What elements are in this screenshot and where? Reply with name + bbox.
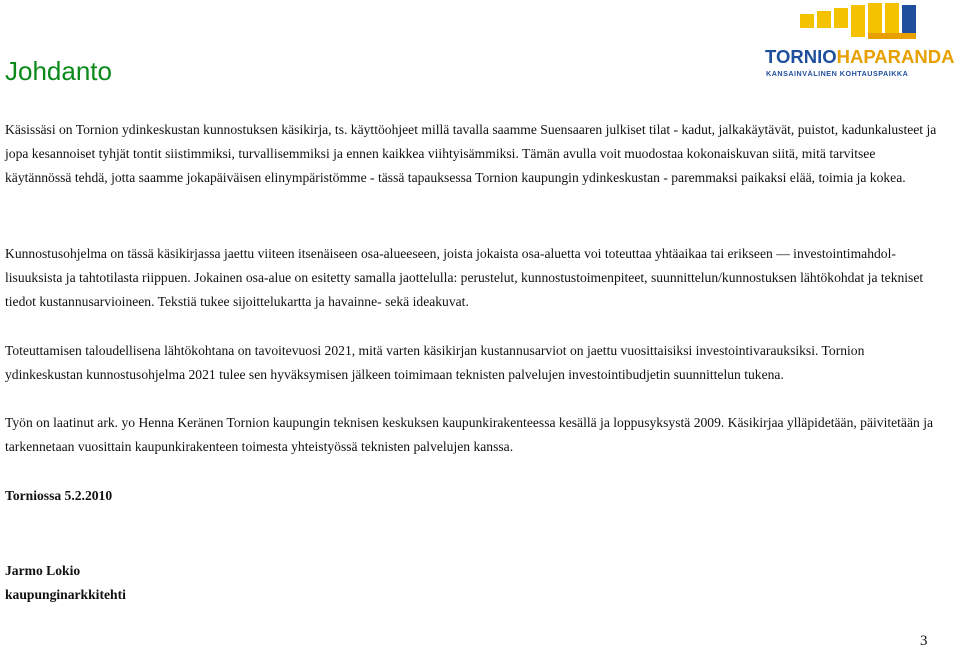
page-title: Johdanto — [5, 56, 112, 86]
paragraph-program: Kunnostusohjelma on tässä käsikirjassa jaettu viiteen itsenäiseen osa-alueeseen, joista jokaista osa-aluetta voi toteuttaa yhtäaikaa tai erikseen — investointimahdol-lisuuksista ja tahtotilasta riippuen. Jokainen osa-alue on esitetty samalla jaottelulla: perustelut, kunnostustoimenpiteet, suunnittelun/kunnostuksen lähtökohdat ja tekniset tiedot kustannusarvioineen. Tekstiä tukee sijoittelukartta ja havainne- sekä ideakuvat. — [5, 246, 924, 310]
signature-name: Jarmo Lokio — [5, 563, 81, 578]
paragraph-budget: Toteuttamisen taloudellisena lähtökohtana on tavoitevuosi 2021, mitä varten käsikirjan kustannusarviot on jaettu vuosittaisiksi investointivarauksiksi. Tornion ydinkeskustan kunnostusohjelma 2021 tulee sen hyväksymisen jälkeen toimimaan teknisten palvelujen investointibudjetin suunnittelun tukena. — [5, 343, 865, 383]
tornio-haparanda-logo — [760, 0, 960, 82]
svg-text:TORNIOHAPARANDA — [765, 46, 954, 67]
logo-bars-icon — [800, 3, 916, 39]
date-line: Torniossa 5.2.2010 — [5, 488, 113, 503]
paragraph-intro: Käsissäsi on Tornion ydinkeskustan kunnostuksen käsikirja, ts. käyttöohjeet millä tavalla saamme Suensaaren julkiset tilat - kadut, jalkakäytävät, puistot, kadunkalusteet ja jopa kesannoiset tyhjät tontit siistimmiksi, turvallisemmiksi ja ennen kaikkea viihtyisämmiksi. Tämän avulla voit muodostaa kokonaiskuvan siitä, mitä tarvitsee käytännössä tehdä, jotta saamme jokapäiväisen elinympäristömme - tässä tapauksessa Tornion kaupungin ydinkeskustan - paremmaksi paikaksi elää, toimia ja kokea. — [5, 122, 937, 186]
page-number: 3 — [920, 633, 928, 649]
logo-brand-part1: TORNIO — [765, 46, 837, 67]
signature-title: kaupunginarkkitehti — [5, 587, 126, 602]
paragraph-author: Työn on laatinut ark. yo Henna Keränen Tornion kaupungin teknisen keskuksen kaupunkirakenteessa kesällä ja loppusyksystä 2009. Käsikirjaa ylläpidetään, päivitetään ja tarkennetaan vuosittain kaupunkirakenteen toimesta yhteistyössä teknisten palvelujen kanssa. — [5, 415, 934, 455]
logo-brand-part2: HAPARANDA — [836, 46, 955, 67]
logo-tagline: KANSAINVÄLINEN KOHTAUSPAIKKA — [766, 69, 909, 78]
